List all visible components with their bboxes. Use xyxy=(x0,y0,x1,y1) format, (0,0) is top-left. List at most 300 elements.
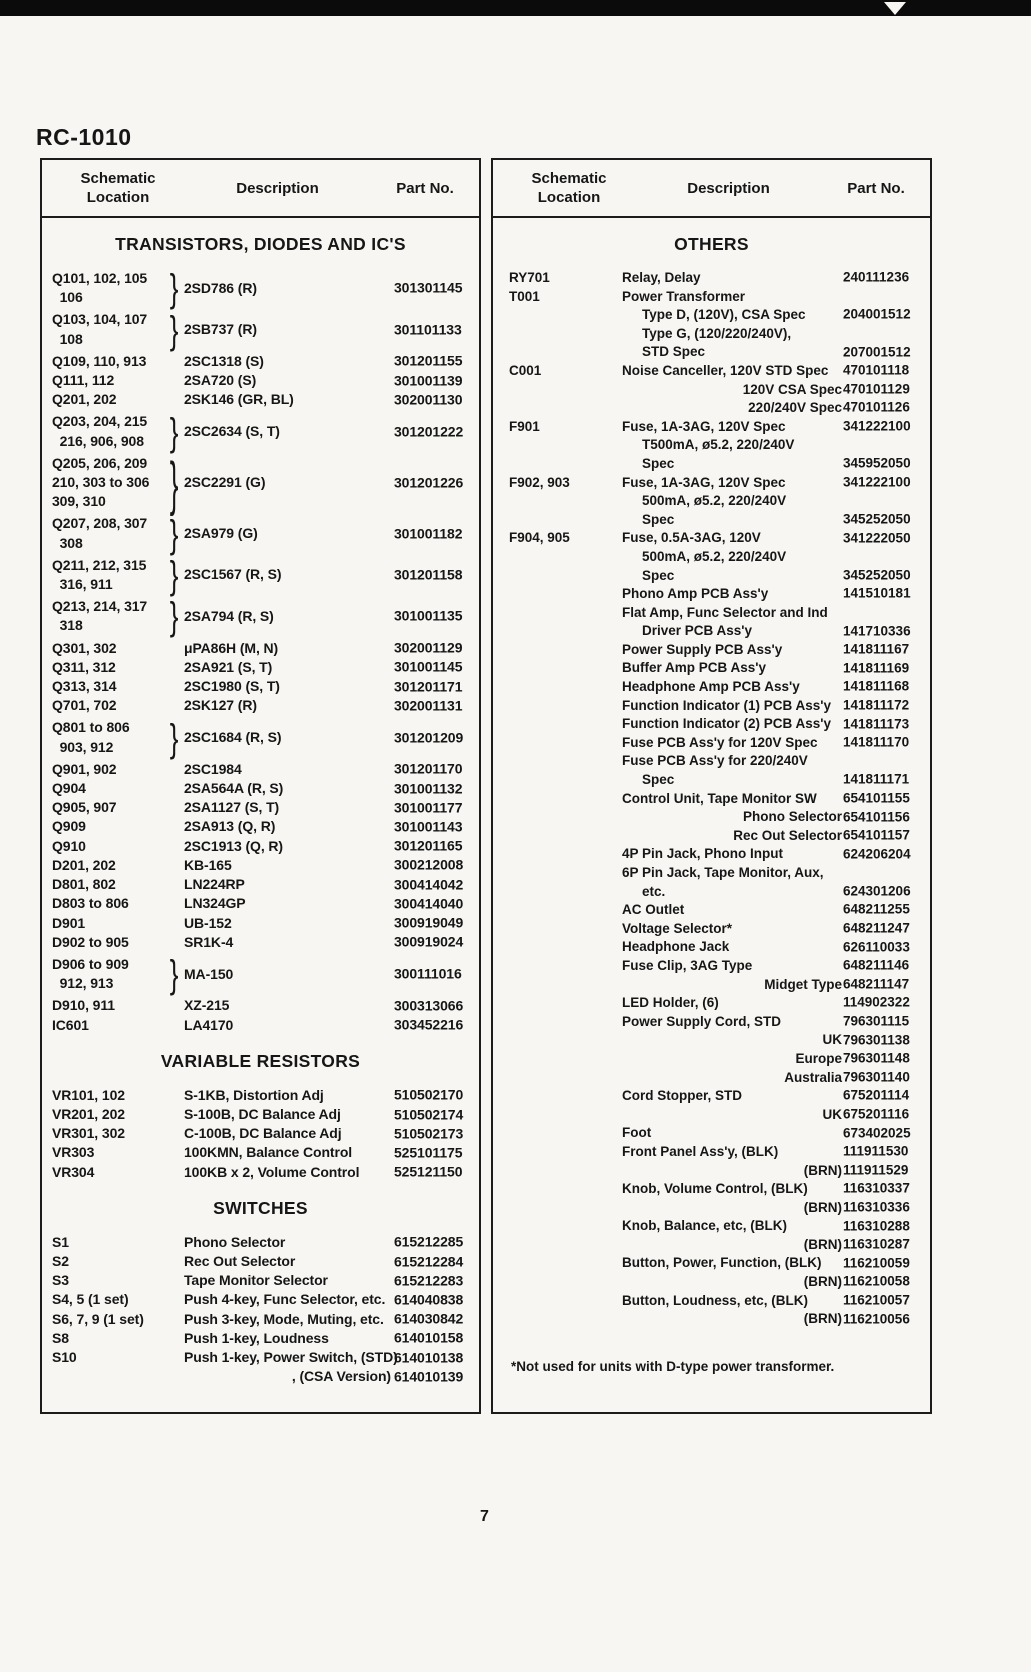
description-cell: 2SA979 (G) xyxy=(184,525,258,542)
table-row xyxy=(493,585,930,604)
location-line: Q301, 302 xyxy=(52,639,117,656)
description-cell: Push 1-key, Loudness xyxy=(184,1329,329,1346)
description-cell: UK xyxy=(822,1106,842,1122)
table-row xyxy=(42,1163,479,1182)
right-table-body xyxy=(493,269,930,1329)
location-line: S6, 7, 9 (1 set) xyxy=(52,1310,144,1327)
part-no-cell: 116310287 xyxy=(843,1236,910,1252)
location-line: Q909 xyxy=(52,818,86,835)
table-row xyxy=(493,1069,930,1088)
header-location: Location xyxy=(86,189,150,206)
description-cell: 2SC2291 (G) xyxy=(184,474,266,491)
table-row xyxy=(493,752,930,771)
part-no-cell: 796301148 xyxy=(843,1050,910,1066)
part-no-cell: 301001135 xyxy=(394,607,463,624)
description-cell: (BRN) xyxy=(803,1199,842,1215)
location-line: Q103, 104, 107 xyxy=(52,311,148,328)
part-no-cell: 675201116 xyxy=(843,1106,910,1122)
table-row xyxy=(42,914,479,933)
part-no-cell: 141811169 xyxy=(843,660,910,676)
table-row xyxy=(493,845,930,864)
description-cell: 2SA1127 (S, T) xyxy=(184,799,280,816)
table-row xyxy=(493,511,930,530)
description-cell: Driver PCB Ass'y xyxy=(642,623,753,639)
part-no-cell: 796301140 xyxy=(843,1069,910,1085)
location-cell xyxy=(52,1016,164,1035)
location-cell xyxy=(52,677,164,696)
description-cell: Headphone Jack xyxy=(622,939,730,955)
part-no-cell: 300111016 xyxy=(394,965,462,982)
location-line: Q905, 907 xyxy=(52,799,117,816)
description-cell: SR1K-4 xyxy=(184,933,234,950)
description-cell: LED Holder, (6) xyxy=(622,995,719,1011)
part-no-cell: 240111236 xyxy=(843,270,910,285)
part-no-cell: 301201158 xyxy=(394,566,463,583)
description-cell: LN224RP xyxy=(184,876,245,893)
table-row xyxy=(493,883,930,902)
part-no-cell: 301201165 xyxy=(394,837,463,854)
part-no-cell: 614030842 xyxy=(394,1310,464,1327)
brace-glyph xyxy=(164,265,184,311)
location-cell xyxy=(52,933,164,952)
location-cell xyxy=(52,390,164,409)
header-schematic-location xyxy=(503,169,635,208)
location-line: 318 xyxy=(52,617,83,634)
table-row xyxy=(42,996,479,1015)
description-cell: Buffer Amp PCB Ass'y xyxy=(622,660,766,676)
part-no-cell: 341222050 xyxy=(843,530,911,546)
part-no-cell: 302001131 xyxy=(394,697,463,714)
part-no-cell: 116210059 xyxy=(843,1255,910,1271)
location-cell xyxy=(509,288,622,307)
description-cell: 2SB737 (R) xyxy=(184,321,257,337)
part-no-cell: 301101133 xyxy=(394,321,462,338)
description-cell: Fuse, 1A-3AG, 120V Spec xyxy=(622,474,786,490)
description-cell: UK xyxy=(822,1032,842,1048)
table-row xyxy=(493,790,930,809)
part-no-cell: 301201226 xyxy=(394,474,464,491)
brace-glyph xyxy=(164,448,184,518)
location-line: F902, 903 xyxy=(509,474,570,490)
description-cell: Headphone Amp PCB Ass'y xyxy=(622,679,800,695)
part-no-cell: 614040838 xyxy=(394,1291,464,1308)
description-cell: 100KMN, Balance Control xyxy=(184,1144,353,1161)
description-cell: Button, Loudness, etc, (BLK) xyxy=(622,1292,808,1308)
table-row xyxy=(493,548,930,567)
header-location: Location xyxy=(537,189,601,206)
header-schematic-location xyxy=(52,169,184,208)
table-row xyxy=(42,352,479,371)
part-no-cell: 111911529 xyxy=(843,1162,909,1178)
part-no-cell: 300212008 xyxy=(394,856,464,873)
location-line: D801, 802 xyxy=(52,876,116,893)
brace-glyph xyxy=(164,593,184,639)
description-cell: Control Unit, Tape Monitor SW xyxy=(622,790,817,806)
description-cell: 500mA, ø5.2, 220/240V xyxy=(642,493,787,509)
table-row xyxy=(42,1367,479,1386)
description-cell: 2SC1567 (R, S) xyxy=(184,566,282,583)
description-cell: Function Indicator (2) PCB Ass'y xyxy=(622,716,831,732)
location-line: Q313, 314 xyxy=(52,678,117,695)
location-line: S1 xyxy=(52,1233,69,1250)
description-cell: etc. xyxy=(642,883,666,899)
description-cell: 2SA564A (R, S) xyxy=(184,780,284,797)
table-row xyxy=(42,798,479,817)
description-cell: 100KB x 2, Volume Control xyxy=(184,1163,360,1180)
location-cell xyxy=(52,1310,164,1329)
part-no-cell: 796301138 xyxy=(843,1032,910,1048)
table-row xyxy=(493,1162,930,1181)
part-no-cell: 116310337 xyxy=(843,1181,910,1197)
part-no-cell: 615212284 xyxy=(394,1252,464,1269)
location-line: VR303 xyxy=(52,1144,95,1161)
location-line: Q101, 102, 105 xyxy=(52,270,148,286)
location-line: VR304 xyxy=(52,1163,95,1180)
part-no-cell: 300313066 xyxy=(394,997,464,1014)
part-no-cell: 301201170 xyxy=(394,760,463,777)
table-row xyxy=(42,837,479,856)
table-row xyxy=(42,715,479,761)
description-cell: Push 3-key, Mode, Muting, etc. xyxy=(184,1310,384,1327)
table-row xyxy=(42,409,479,455)
part-no-cell: 114902322 xyxy=(843,995,910,1011)
location-cell xyxy=(509,269,622,288)
table-row xyxy=(42,307,479,353)
description-cell: Noise Canceller, 120V STD Spec xyxy=(622,362,829,378)
table-row xyxy=(42,639,479,658)
location-cell xyxy=(52,412,164,450)
part-no-cell: 614010138 xyxy=(394,1348,464,1365)
table-row xyxy=(493,1180,930,1199)
table-row xyxy=(493,808,930,827)
location-cell xyxy=(52,779,164,798)
table-row xyxy=(493,306,930,325)
header-description: Description xyxy=(687,179,770,197)
description-cell: Push 1-key, Power Switch, (STD) xyxy=(184,1348,398,1365)
table-row xyxy=(493,474,930,493)
part-no-cell: 301001177 xyxy=(394,799,463,816)
location-cell xyxy=(52,658,164,677)
brace-glyph: } xyxy=(169,307,179,353)
description-cell: Knob, Balance, etc, (BLK) xyxy=(622,1218,788,1234)
table-row xyxy=(42,1143,479,1162)
location-cell xyxy=(52,454,164,512)
table-row xyxy=(493,659,930,678)
location-line: VR301, 302 xyxy=(52,1125,125,1142)
location-cell xyxy=(509,474,622,493)
table-row xyxy=(493,734,930,753)
part-no-cell: 141811173 xyxy=(843,716,910,732)
location-line: Q213, 214, 317 xyxy=(52,598,148,615)
part-no-cell: 470101118 xyxy=(843,362,910,378)
location-line: S10 xyxy=(52,1348,77,1365)
part-no-cell: 648211255 xyxy=(843,902,910,918)
description-cell: 2SC1913 (Q, R) xyxy=(184,837,283,854)
part-no-cell: 116210058 xyxy=(843,1274,910,1290)
location-cell xyxy=(52,1233,164,1252)
part-no-cell: 301001145 xyxy=(394,658,463,675)
part-no-cell: 510502173 xyxy=(394,1125,464,1142)
table-row xyxy=(493,1143,930,1162)
location-cell xyxy=(52,1143,164,1162)
table-row xyxy=(42,779,479,798)
description-cell: Cord Stopper, STD xyxy=(622,1088,743,1104)
part-no-cell: 648211146 xyxy=(843,957,910,973)
table-row xyxy=(42,390,479,409)
location-line: F901 xyxy=(509,418,540,434)
part-no-cell: 207001512 xyxy=(843,344,911,360)
part-no-cell: 345252050 xyxy=(843,511,911,527)
part-no-cell: 626110033 xyxy=(843,939,910,955)
location-cell xyxy=(52,1163,164,1182)
table-row xyxy=(493,864,930,883)
brace-glyph xyxy=(164,715,184,761)
table-row xyxy=(493,901,930,920)
description-cell: Phono Amp PCB Ass'y xyxy=(622,586,769,602)
location-cell xyxy=(52,894,164,913)
header-part-no: Part No. xyxy=(396,179,454,197)
table-row xyxy=(493,399,930,418)
description-cell: Australia xyxy=(784,1069,842,1085)
description-cell: Spec xyxy=(642,772,675,788)
brace-glyph: } xyxy=(169,265,179,311)
part-no-cell: 116310336 xyxy=(843,1199,910,1215)
table-row xyxy=(42,1348,479,1367)
location-line: VR101, 102 xyxy=(52,1086,125,1103)
location-line: S4, 5 (1 set) xyxy=(52,1291,129,1308)
description-cell: Type D, (120V), CSA Spec xyxy=(642,307,806,323)
part-no-cell: 301001132 xyxy=(394,780,463,797)
table-row xyxy=(42,552,479,598)
table-row xyxy=(42,1124,479,1143)
part-no-cell: 624206204 xyxy=(843,846,911,862)
description-cell: 2SD786 (R) xyxy=(184,279,257,296)
brace-glyph: } xyxy=(169,951,179,997)
description-cell: Rec Out Selector xyxy=(733,827,842,843)
location-line: D901 xyxy=(52,914,86,931)
table-row xyxy=(42,1310,479,1329)
part-no-cell: 345952050 xyxy=(843,455,911,471)
table-row xyxy=(42,1233,479,1252)
table-row xyxy=(493,1217,930,1236)
table-row xyxy=(493,1273,930,1292)
table-row xyxy=(493,1087,930,1106)
location-line: S3 xyxy=(52,1272,69,1289)
location-line: 309, 310 xyxy=(52,493,106,510)
section-title: VARIABLE RESISTORS xyxy=(160,1050,361,1071)
description-cell: KB-165 xyxy=(184,856,232,873)
description-cell: 2SC1318 (S) xyxy=(184,352,264,369)
description-cell: Type G, (120/220/240V), xyxy=(642,325,792,341)
description-cell: 2SC1984 xyxy=(184,760,242,777)
table-row xyxy=(493,1236,930,1255)
table-row xyxy=(42,817,479,836)
table-row xyxy=(493,1013,930,1032)
location-line: Q910 xyxy=(52,837,86,854)
description-cell: Power Supply Cord, STD xyxy=(622,1013,782,1029)
table-row xyxy=(42,1290,479,1309)
part-no-cell: 141811167 xyxy=(843,641,910,657)
location-line: D910, 911 xyxy=(52,997,115,1014)
part-no-cell: 141811168 xyxy=(843,679,910,695)
location-cell xyxy=(52,718,164,756)
page-number: 7 xyxy=(480,1508,489,1525)
description-cell: 2SA921 (S, T) xyxy=(184,658,273,675)
section-title: SWITCHES xyxy=(213,1197,308,1218)
location-cell xyxy=(52,1124,164,1143)
location-cell xyxy=(52,1290,164,1309)
table-row xyxy=(493,641,930,660)
description-cell: AC Outlet xyxy=(622,902,685,918)
location-cell xyxy=(509,529,622,548)
table-row xyxy=(493,771,930,790)
part-no-cell: 614010139 xyxy=(394,1368,464,1385)
description-cell: Fuse PCB Ass'y for 220/240V xyxy=(622,753,808,769)
part-no-cell: 624301206 xyxy=(843,883,911,899)
description-cell: 2SA794 (R, S) xyxy=(184,607,274,624)
brace-glyph xyxy=(164,552,184,598)
location-line: D803 to 806 xyxy=(52,895,129,912)
location-line: VR201, 202 xyxy=(52,1105,125,1122)
part-no-cell: 204001512 xyxy=(843,307,911,323)
brace-glyph: } xyxy=(169,593,179,639)
description-cell: STD Spec xyxy=(642,344,706,360)
location-cell xyxy=(52,817,164,836)
table-row xyxy=(42,1271,479,1290)
table-row xyxy=(493,994,930,1013)
location-line: Q211, 212, 315 xyxy=(52,556,147,573)
part-no-cell: 301201209 xyxy=(394,729,464,746)
table-row xyxy=(493,1124,930,1143)
part-no-cell: 525101175 xyxy=(394,1144,463,1161)
part-no-cell: 654101155 xyxy=(843,790,910,806)
part-no-cell: 341222100 xyxy=(843,474,911,490)
table-row xyxy=(493,567,930,586)
location-cell xyxy=(52,996,164,1015)
part-no-cell: 510502174 xyxy=(394,1105,464,1122)
location-line: S8 xyxy=(52,1329,69,1346)
table-row xyxy=(42,1105,479,1124)
description-cell: Spec xyxy=(642,455,675,471)
location-line: Q904 xyxy=(52,780,86,797)
location-line: 108 xyxy=(52,330,83,347)
location-cell xyxy=(52,639,164,658)
location-line: D902 to 905 xyxy=(52,933,129,950)
part-no-cell: 303452216 xyxy=(394,1016,464,1033)
table-row xyxy=(493,325,930,344)
location-line: 316, 911 xyxy=(52,576,113,593)
description-cell: 220/240V Spec xyxy=(748,400,842,416)
table-row xyxy=(42,894,479,913)
description-cell: μPA86H (M, N) xyxy=(184,639,279,656)
location-line: Q205, 206, 209 xyxy=(52,454,148,471)
table-row xyxy=(493,1199,930,1218)
description-cell: Fuse, 1A-3AG, 120V Spec xyxy=(622,418,786,434)
description-cell: Function Indicator (1) PCB Ass'y xyxy=(622,697,831,713)
part-no-cell: 648211147 xyxy=(843,976,910,992)
part-no-cell: 116310288 xyxy=(843,1218,910,1234)
part-no-cell: 648211247 xyxy=(843,920,910,936)
footnote: *Not used for units with D-type power transformer. xyxy=(511,1358,835,1374)
description-cell: Midget Type xyxy=(764,976,842,992)
description-cell: LA4170 xyxy=(184,1016,234,1033)
table-row xyxy=(493,1292,930,1311)
table-row xyxy=(493,957,930,976)
table-row xyxy=(493,938,930,957)
description-cell: S-100B, DC Balance Adj xyxy=(184,1105,341,1122)
table-row xyxy=(493,492,930,511)
part-no-cell: 302001130 xyxy=(394,391,463,408)
location-line: 308 xyxy=(52,534,83,551)
description-cell: Knob, Volume Control, (BLK) xyxy=(622,1181,808,1197)
location-cell xyxy=(52,875,164,894)
brace-glyph: } xyxy=(169,448,179,518)
location-line: T001 xyxy=(509,288,540,304)
location-line: Q111, 112 xyxy=(52,372,115,389)
part-no-cell: 302001129 xyxy=(394,639,463,656)
description-cell: 2SA913 (Q, R) xyxy=(184,818,276,835)
table-row xyxy=(493,920,930,939)
part-no-cell: 300414042 xyxy=(394,876,464,893)
table-row xyxy=(493,269,930,288)
table-row xyxy=(493,1254,930,1273)
part-no-cell: 301001143 xyxy=(394,818,463,835)
part-no-cell: 116210056 xyxy=(843,1311,910,1327)
description-cell: Relay, Delay xyxy=(622,270,701,285)
table-row xyxy=(42,677,479,696)
table-row xyxy=(493,622,930,641)
part-no-cell: 301201171 xyxy=(394,678,463,695)
location-cell xyxy=(509,418,622,437)
table-row xyxy=(42,593,479,639)
brace-glyph: } xyxy=(169,511,179,557)
description-cell: 500mA, ø5.2, 220/240V xyxy=(642,548,787,564)
description-cell: T500mA, ø5.2, 220/240V xyxy=(642,437,795,453)
brace-glyph: } xyxy=(169,552,179,598)
location-cell xyxy=(52,914,164,933)
description-cell: Flat Amp, Func Selector and Ind xyxy=(622,604,828,620)
model-title: RC-1010 xyxy=(36,124,132,150)
brace-glyph xyxy=(164,307,184,353)
part-no-cell: 301301145 xyxy=(394,279,463,296)
table-row xyxy=(493,827,930,846)
part-no-cell: 300414040 xyxy=(394,895,464,912)
location-cell xyxy=(52,837,164,856)
location-line: Q901, 902 xyxy=(52,760,117,777)
table-row xyxy=(42,696,479,715)
part-no-cell: 341222100 xyxy=(843,418,911,434)
table-row xyxy=(42,933,479,952)
location-cell xyxy=(52,1105,164,1124)
location-line: RY701 xyxy=(509,270,550,285)
description-cell: (BRN) xyxy=(803,1274,842,1290)
table-row xyxy=(42,371,479,390)
description-cell: Power Supply PCB Ass'y xyxy=(622,641,783,657)
table-row xyxy=(42,1086,479,1105)
table-row xyxy=(42,265,479,311)
location-cell xyxy=(52,1348,164,1367)
description-cell: S-1KB, Distortion Adj xyxy=(184,1086,324,1103)
header-schematic: Schematic xyxy=(531,169,607,187)
location-cell xyxy=(52,556,164,594)
part-no-cell: 525121150 xyxy=(394,1163,463,1180)
description-cell: (BRN) xyxy=(803,1311,842,1327)
brace-glyph: } xyxy=(169,409,179,455)
description-cell: 6P Pin Jack, Tape Monitor, Aux, xyxy=(622,865,824,880)
table-row xyxy=(493,529,930,548)
description-cell: Spec xyxy=(642,511,675,527)
part-no-cell: 301201222 xyxy=(394,423,464,440)
